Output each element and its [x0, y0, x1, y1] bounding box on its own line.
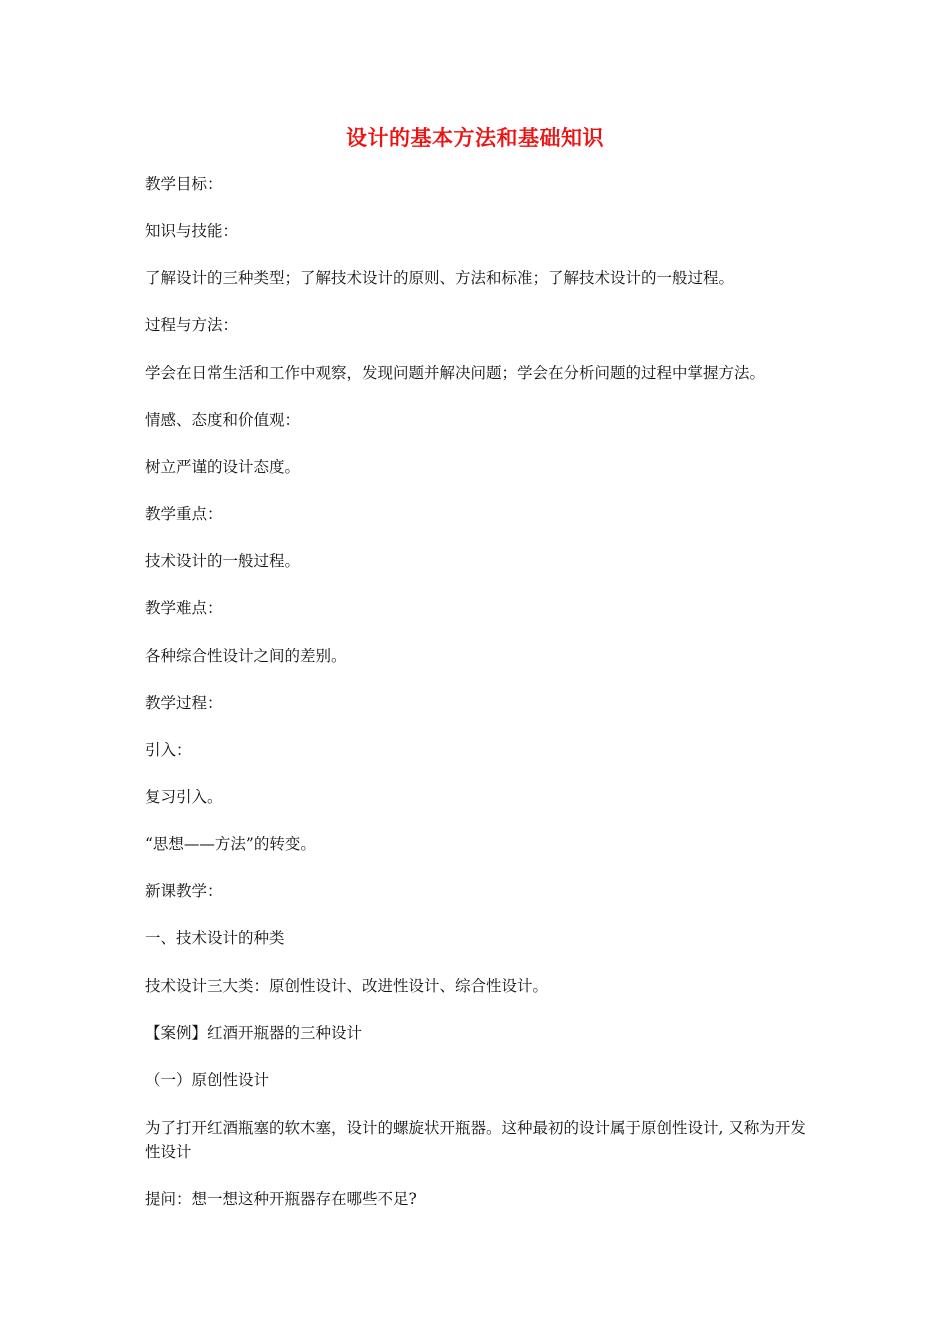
paragraph-design-categories: 技术设计三大类：原创性设计、改进性设计、综合性设计。 [145, 977, 549, 995]
heading-emotion-values: 情感、态度和价值观： [145, 411, 301, 429]
paragraph-review: 复习引入。 [145, 788, 223, 806]
paragraph-process-methods: 学会在日常生活和工作中观察，发现问题并解决问题；学会在分析问题的过程中掌握方法。 [145, 364, 766, 382]
heading-key-points: 教学重点： [145, 505, 223, 523]
heading-knowledge-skills: 知识与技能： [145, 222, 239, 240]
heading-difficulties: 教学难点： [145, 599, 223, 617]
paragraph-knowledge-skills: 了解设计的三种类型；了解技术设计的原则、方法和标准；了解技术设计的一般过程。 [145, 269, 735, 287]
paragraph-question: 提问：想一想这种开瓶器存在哪些不足? [145, 1190, 417, 1208]
paragraph-thought-method: “思想——方法”的转变。 [145, 835, 316, 853]
heading-teaching-process: 教学过程： [145, 694, 223, 712]
paragraph-difficulties: 各种综合性设计之间的差别。 [145, 647, 347, 665]
heading-process-methods: 过程与方法： [145, 316, 239, 334]
document-title: 设计的基本方法和基础知识 [346, 125, 604, 150]
heading-new-lesson: 新课教学： [145, 882, 223, 900]
paragraph-original-design: 为了打开红酒瓶塞的软木塞，设计的螺旋状开瓶器。这种最初的设计属于原创性设计, 又称为开发性设计 [145, 1119, 806, 1161]
paragraph-emotion-values: 树立严谨的设计态度。 [145, 458, 301, 476]
heading-section-one: 一、技术设计的种类 [145, 929, 285, 947]
paragraph-key-points: 技术设计的一般过程。 [145, 552, 301, 570]
heading-original-design: （一）原创性设计 [145, 1071, 270, 1089]
heading-introduction: 引入： [145, 741, 192, 759]
heading-teaching-objectives: 教学目标： [145, 175, 223, 193]
paragraph-case: 【案例】红酒开瓶器的三种设计 [145, 1024, 363, 1042]
